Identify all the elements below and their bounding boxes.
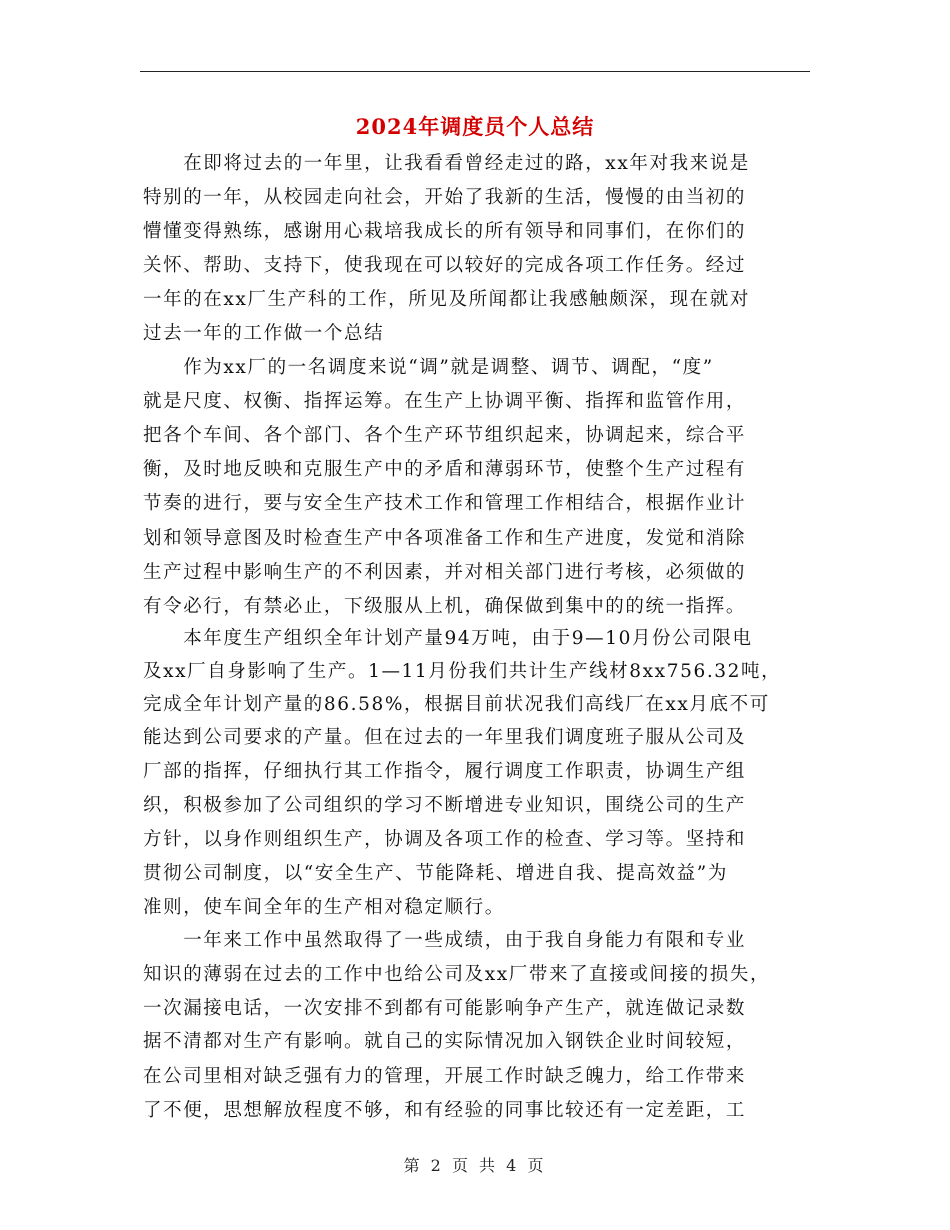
text-line: 划和领导意图及时检查生产中各项准备工作和生产进度，发觉和消除 xyxy=(143,528,747,549)
text-line: 方针，以身作则组织生产，协调及各项工作的检查、学习等。坚持和 xyxy=(143,829,747,850)
text-line: 在公司里相对缺乏强有力的管理，开展工作时缺乏魄力，给工作带来 xyxy=(143,1066,747,1087)
text-line: 在即将过去的一年里，让我看看曾经走过的路，xx年对我来说是 xyxy=(143,153,750,174)
text-line: 准则，使车间全年的生产相对稳定顺行。 xyxy=(143,897,505,918)
text-line: 把各个车间、各个部门、各个生产环节组织起来，协调起来，综合平 xyxy=(143,425,747,446)
text-line: 关怀、帮助、支持下，使我现在可以较好的完成各项工作任务。经过 xyxy=(143,255,747,276)
text-line: 了不便，思想解放程度不够，和有经验的同事比较还有一定差距，工 xyxy=(143,1100,747,1121)
text-line: 懵懂变得熟练，感谢用心栽培我成长的所有领导和同事们，在你们的 xyxy=(143,221,747,242)
text-line: 一年来工作中虽然取得了一些成绩，由于我自身能力有限和专业 xyxy=(143,930,747,951)
text-line: 织，积极参加了公司组织的学习不断增进专业知识，围绕公司的生产 xyxy=(143,795,747,816)
text-line: 知识的薄弱在过去的工作中也给公司及xx厂带来了直接或间接的损失， xyxy=(143,964,771,985)
text-line: 厂部的指挥，仔细执行其工作指令，履行调度工作职责，协调生产组 xyxy=(143,761,747,782)
text-line: 贯彻公司制度，以“安全生产、节能降耗、增进自我、提高效益”为 xyxy=(143,863,728,884)
text-line: 一年的在xx厂生产科的工作，所见及所闻都让我感触颇深，现在就对 xyxy=(143,289,750,310)
document-title: 2024年调度员个人总结 xyxy=(355,114,595,139)
text-line: 有令必行，有禁必止，下级服从上机，确保做到集中的的统一指挥。 xyxy=(143,596,747,617)
text-line: 及xx厂自身影响了生产。1—11月份我们共计生产线材8xx756.32吨， xyxy=(143,661,782,682)
text-line: 就是尺度、权衡、指挥运筹。在生产上协调平衡、指挥和监管作用， xyxy=(143,391,747,412)
text-line: 节奏的进行，要与安全生产技术工作和管理工作相结合，根据作业计 xyxy=(143,493,747,514)
text-line: 生产过程中影响生产的不利因素，并对相关部门进行考核，必须做的 xyxy=(143,562,747,583)
text-line: 特别的一年，从校园走向社会，开始了我新的生活，慢慢的由当初的 xyxy=(143,187,747,208)
text-line: 衡，及时地反映和克服生产中的矛盾和薄弱环节，使整个生产过程有 xyxy=(143,459,747,480)
text-line: 作为xx厂的一名调度来说“调”就是调整、调节、调配，“度” xyxy=(143,357,714,378)
header-rule xyxy=(140,71,810,72)
text-line: 据不清都对生产有影响。就自己的实际情况加入钢铁企业时间较短， xyxy=(143,1031,747,1052)
text-line: 过去一年的工作做一个总结 xyxy=(143,323,385,344)
text-line: 能达到公司要求的产量。但在过去的一年里我们调度班子服从公司及 xyxy=(143,727,747,748)
page-footer: 第 2 页 共 4 页 xyxy=(403,1156,547,1175)
text-line: 一次漏接电话，一次安排不到都有可能影响争产生产，就连做记录数 xyxy=(143,998,747,1019)
text-line: 本年度生产组织全年计划产量94万吨，由于9—10月份公司限电 xyxy=(143,628,753,649)
text-line: 完成全年计划产量的86.58%，根据目前状况我们高线厂在xx月底不可 xyxy=(143,694,770,715)
